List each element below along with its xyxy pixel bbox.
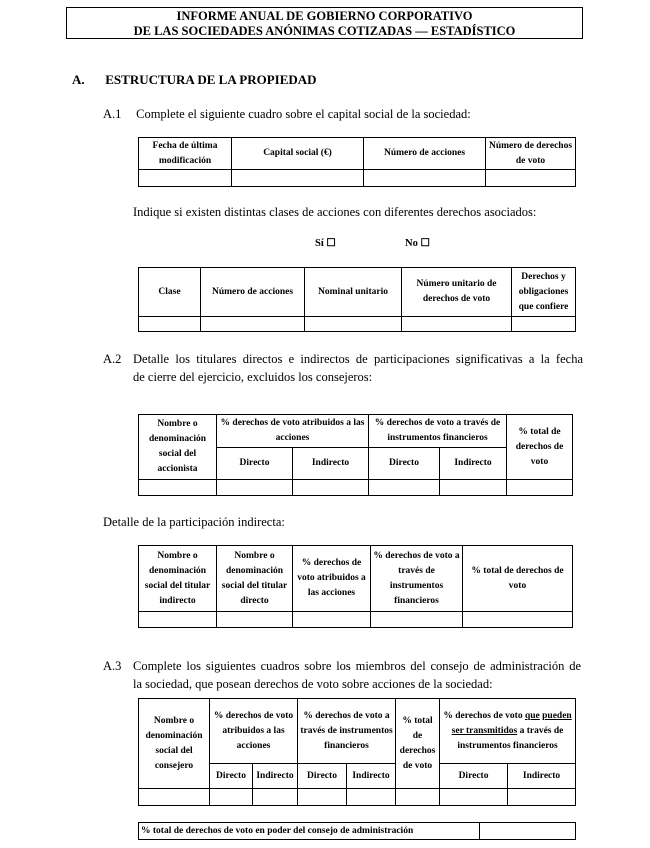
classes-cell[interactable] [512,317,576,332]
indirect-holdings-title: Detalle de la participación indirecta: [103,515,285,529]
a2-number: A.2 [103,352,122,366]
a2-instruction [103,350,583,386]
capital-cell[interactable] [139,170,232,187]
capital-table [138,137,576,187]
indirect-cell[interactable] [217,612,293,628]
yes-option[interactable] [315,237,336,249]
board-total-label: % total de derechos de voto en poder del consejo de administración [139,823,480,840]
a3-text-line-1: Complete los siguientes cuadros sobre los miembros del consejo de administración de [133,659,581,673]
no-label: No [405,238,418,249]
board-cell[interactable] [298,789,347,806]
transferable-underlined: pueden ser transmitidos [451,710,572,736]
board-cell[interactable] [210,789,253,806]
holdings-cell[interactable] [293,480,369,496]
a3-number: A.3 [103,659,122,673]
indirect-col-indirect-holder: Nombre o denominación social del titular indirecto [139,546,217,612]
indirect-col-total: % total de derechos de voto [463,546,573,612]
header-line-2: DE LAS SOCIEDADES ANÓNIMAS COTIZADAS — ESTADÍSTICO [133,24,516,38]
transferable-que: que [524,710,540,721]
transferable-post: a través de instrumentos financieros [457,725,564,751]
a2-text-line-1: Detalle los titulares directos e indirectos de participaciones significativas a la fecha [133,352,583,366]
section-a-number: A. [72,72,85,87]
classes-col-class: Clase [139,268,201,317]
board-cell[interactable] [396,789,440,806]
classes-cell[interactable] [201,317,305,332]
no-checkbox-icon[interactable]: ☐ [420,238,430,249]
capital-col-shares: Número de acciones [364,138,486,170]
board-col-indirect: Indirecto [253,764,298,789]
holdings-col-direct: Directo [217,448,293,480]
transferable-pre: % derechos de voto [443,710,523,721]
holdings-cell[interactable] [369,480,440,496]
share-classes-table [138,267,576,332]
capital-col-votes: Número de derechos de voto [486,138,576,170]
capital-cell[interactable] [486,170,576,187]
board-voting-rights-table [138,698,576,806]
holdings-col-name: Nombre o denominación social del accionista [139,415,217,480]
a1-text: Complete el siguiente cuadro sobre el capital social de la sociedad: [136,107,471,121]
indirect-cell[interactable] [293,612,371,628]
a1-instruction [103,105,471,123]
indirect-col-instrument-votes: % derechos de voto a través de instrumentos financieros [371,546,463,612]
holdings-group-shares: % derechos de voto atribuidos a las acciones [217,415,369,448]
holdings-col-indirect: Indirecto [293,448,369,480]
a3-text-line-2: la sociedad, que posean derechos de voto sobre acciones de la sociedad: [133,677,493,691]
board-col-direct: Directo [440,764,508,789]
classes-col-shares: Número de acciones [201,268,305,317]
significant-holdings-table [138,414,573,496]
classes-cell[interactable] [402,317,512,332]
indirect-cell[interactable] [139,612,217,628]
board-group-transferable [440,699,576,764]
share-classes-question: Indique si existen distintas clases de acciones con diferentes derechos asociados: [133,205,537,219]
holdings-cell[interactable] [440,480,507,496]
indirect-col-share-votes: % derechos de voto atribuidos a las acciones [293,546,371,612]
classes-col-unit-votes: Número unitario de derechos de voto [402,268,512,317]
classes-col-rights: Derechos y obligaciones que confiere [512,268,576,317]
board-cell[interactable] [347,789,396,806]
board-col-total: % total de derechos de voto [396,699,440,789]
a3-instruction [103,657,581,693]
report-header [66,7,583,39]
capital-cell[interactable] [232,170,364,187]
board-group-instruments: % derechos de voto a través de instrumentos financieros [298,699,396,764]
holdings-col-total: % total de derechos de voto [507,415,573,480]
board-col-direct: Directo [298,764,347,789]
a2-text-line-2: de cierre del ejercicio, excluidos los consejeros: [133,370,373,384]
holdings-col-direct: Directo [369,448,440,480]
a1-number: A.1 [103,107,122,121]
board-col-indirect: Indirecto [347,764,396,789]
holdings-col-indirect: Indirecto [440,448,507,480]
classes-col-nominal: Nominal unitario [305,268,402,317]
yes-checkbox-icon[interactable]: ☐ [326,238,336,249]
board-cell[interactable] [440,789,508,806]
holdings-cell[interactable] [507,480,573,496]
indirect-holdings-table [138,545,573,628]
classes-cell[interactable] [139,317,201,332]
board-col-indirect: Indirecto [508,764,576,789]
board-total-table [138,822,576,840]
indirect-cell[interactable] [463,612,573,628]
holdings-group-instruments: % derechos de voto a través de instrumentos financieros [369,415,507,448]
capital-col-capital: Capital social (€) [232,138,364,170]
board-col-name: Nombre o denominación social del consejero [139,699,210,789]
holdings-cell[interactable] [139,480,217,496]
board-col-direct: Directo [210,764,253,789]
yes-label: Sí [315,238,324,249]
indirect-col-direct-holder: Nombre o denominación social del titular directo [217,546,293,612]
board-total-value-cell[interactable] [480,823,576,840]
capital-col-date: Fecha de última modificación [139,138,232,170]
board-group-shares: % derechos de voto atribuidos a las acciones [210,699,298,764]
indirect-cell[interactable] [371,612,463,628]
section-a-heading [72,72,317,88]
header-line-1: INFORME ANUAL DE GOBIERNO CORPORATIVO [176,9,473,23]
board-cell[interactable] [508,789,576,806]
holdings-cell[interactable] [217,480,293,496]
board-cell[interactable] [253,789,298,806]
board-cell[interactable] [139,789,210,806]
section-a-title: ESTRUCTURA DE LA PROPIEDAD [105,72,317,87]
no-option[interactable] [405,237,430,249]
classes-cell[interactable] [305,317,402,332]
capital-cell[interactable] [364,170,486,187]
